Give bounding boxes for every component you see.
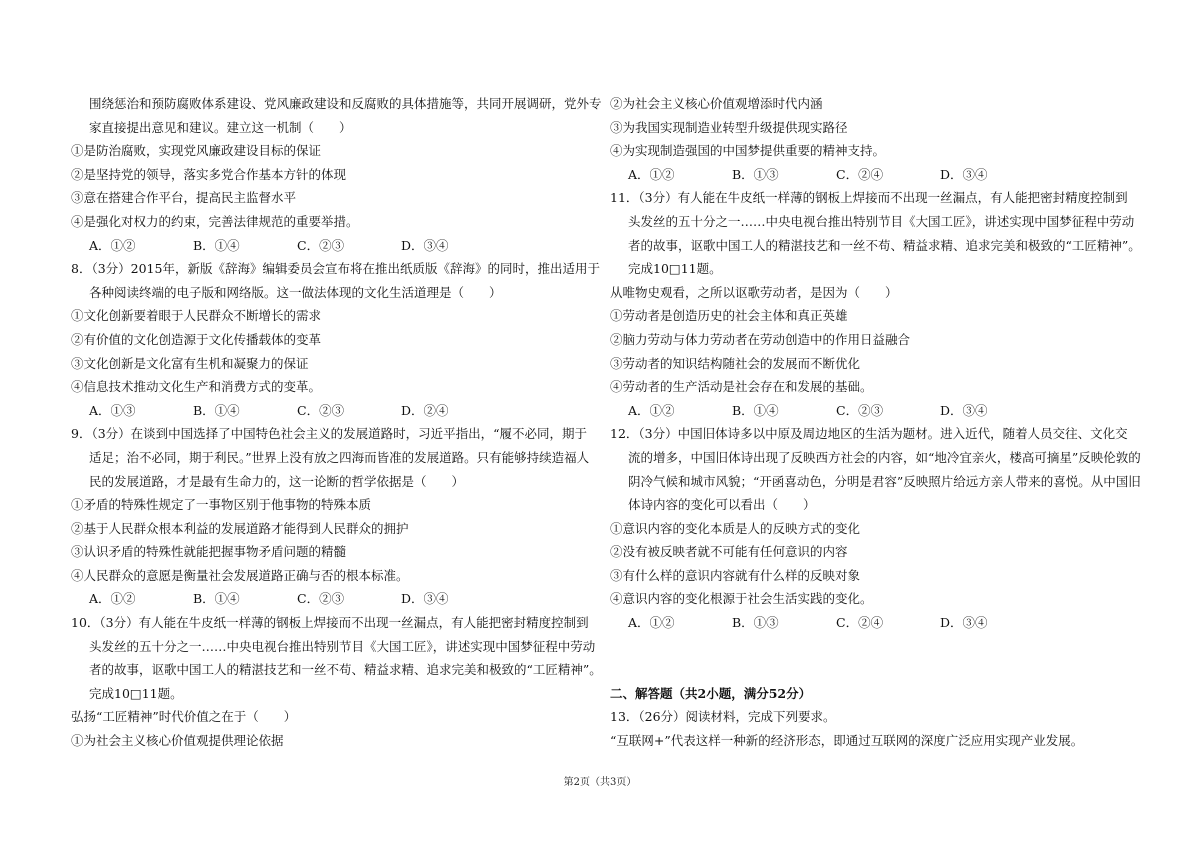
text-line: ④为实现制造强国的中国梦提供重要的精神支持。 bbox=[610, 143, 886, 159]
right-column bbox=[610, 92, 1140, 753]
text-line: 8．（3分）2015年，新版《辞海》编辑委员会宣布将在推出纸质版《辞海》的同时，推出适用于 bbox=[71, 261, 600, 277]
text-line: ④人民群众的意愿是衡量社会发展道路正确与否的根本标准。 bbox=[71, 567, 409, 583]
answer-choice: D．③④ bbox=[401, 591, 449, 607]
text-line: 完成10□11题。 bbox=[89, 685, 183, 701]
text-line: 从唯物史观看，之所以讴歌劳动者，是因为（ ） bbox=[610, 284, 898, 300]
answer-choice: D．③④ bbox=[940, 615, 988, 631]
answer-choice: A．①② bbox=[628, 166, 675, 182]
answer-choice: B．①④ bbox=[732, 402, 779, 418]
answer-choice: A．①② bbox=[628, 402, 675, 418]
text-line: 头发丝的五十分之一……中央电视台推出特别节目《大国工匠》，讲述实现中国梦征程中劳动 bbox=[628, 213, 1135, 229]
text-line: 12．（3分）中国旧体诗多以中原及周边地区的生活为题材。进入近代，随着人员交往、文化交 bbox=[610, 426, 1128, 442]
answer-choices bbox=[610, 611, 1140, 635]
text-line: ②有价值的文化创造源于文化传播载体的变革 bbox=[71, 331, 322, 347]
answer-choices bbox=[71, 399, 583, 423]
text-line: ④劳动者的生产活动是社会存在和发展的基础。 bbox=[610, 379, 873, 395]
text-line: 体诗内容的变化可以看出（ ） bbox=[628, 497, 816, 513]
text-line: 10．（3分）有人能在牛皮纸一样薄的钢板上焊接而不出现一丝漏点，有人能把密封精度控制到 bbox=[71, 615, 589, 631]
text-line: 阴冷气候和城市风貌；“开函喜动色，分明是君容”反映照片给远方亲人带来的喜悦。从中国旧 bbox=[628, 473, 1141, 489]
text-line: 13．（26分）阅读材料，完成下列要求。 bbox=[610, 709, 836, 725]
answer-choice: C．②④ bbox=[836, 166, 884, 182]
text-line: ③意在搭建合作平台，提高民主监督水平 bbox=[71, 190, 297, 206]
text-line: ③有什么样的意识内容就有什么样的反映对象 bbox=[610, 567, 861, 583]
text-line: ④是强化对权力的约束，完善法律规范的重要举措。 bbox=[71, 213, 359, 229]
answer-choice: B．①④ bbox=[193, 591, 240, 607]
answer-choice: C．②③ bbox=[297, 591, 345, 607]
answer-choice: B．①④ bbox=[193, 237, 240, 253]
text-line: ②是坚持党的领导，落实多党合作基本方针的体现 bbox=[71, 166, 347, 182]
text-line: ②基于人民群众根本利益的发展道路才能得到人民群众的拥护 bbox=[71, 520, 409, 536]
text-line: 流的增多，中国旧体诗出现了反映西方社会的内容，如“地冷宜亲火，楼高可摘星”反映伦敦的 bbox=[628, 449, 1141, 465]
answer-choice: A．①② bbox=[628, 615, 675, 631]
text-line: 各种阅读终端的电子版和网络版。这一做法体现的文化生活道理是（ ） bbox=[89, 284, 502, 300]
answer-choice: A．①② bbox=[89, 237, 136, 253]
answer-choice: B．①③ bbox=[732, 615, 779, 631]
answer-choice: C．②④ bbox=[836, 615, 884, 631]
text-line: ①为社会主义核心价值观提供理论依据 bbox=[71, 733, 284, 749]
page-footer: 第2页（共3页） bbox=[563, 777, 637, 788]
answer-choice: C．②③ bbox=[836, 402, 884, 418]
text-line: 11．（3分）有人能在牛皮纸一样薄的钢板上焊接而不出现一丝漏点，有人能把密封精度控制到 bbox=[610, 190, 1128, 206]
text-line: ①劳动者是创造历史的社会主体和真正英雄 bbox=[610, 308, 848, 324]
text-line: 围绕惩治和预防腐败体系建设、党风廉政建设和反腐败的具体措施等，共同开展调研，党外专 bbox=[89, 96, 602, 111]
answer-choices bbox=[71, 234, 583, 258]
blank-line bbox=[610, 658, 1140, 682]
text-line: 者的故事，讴歌中国工人的精湛技艺和一丝不苟、精益求精、追求完美和极致的“工匠精神”。 bbox=[89, 662, 602, 678]
text-line: ④意识内容的变化根源于社会生活实践的变化。 bbox=[610, 591, 873, 607]
text-line: 弘扬“工匠精神”时代价值之在于（ ） bbox=[71, 709, 297, 725]
text-line: 民的发展道路，才是最有生命力的，这一论断的哲学依据是（ ） bbox=[89, 473, 465, 489]
text-line: ④信息技术推动文化生产和消费方式的变革。 bbox=[71, 379, 322, 395]
section-heading: 二、解答题（共2小题，满分52分） bbox=[610, 685, 812, 701]
text-line: 完成10□11题。 bbox=[628, 261, 722, 277]
answer-choice: D．③④ bbox=[401, 237, 449, 253]
text-line: ③为我国实现制造业转型升级提供现实路径 bbox=[610, 119, 848, 135]
text-line: ②没有被反映者就不可能有任何意识的内容 bbox=[610, 544, 848, 560]
answer-choices bbox=[610, 163, 1140, 187]
text-line: 家直接提出意见和建议。建立这一机制（ ） bbox=[89, 119, 352, 135]
text-line: 者的故事，讴歌中国工人的精湛技艺和一丝不苟、精益求精、追求完美和极致的“工匠精神”。 bbox=[628, 237, 1141, 253]
answer-choice: D．③④ bbox=[940, 166, 988, 182]
answer-choice: A．①③ bbox=[89, 402, 136, 418]
answer-choice: D．②④ bbox=[401, 402, 449, 418]
text-line: ①意识内容的变化本质是人的反映方式的变化 bbox=[610, 520, 861, 536]
text-line: ②脑力劳动与体力劳动者在劳动创造中的作用日益融合 bbox=[610, 331, 911, 347]
text-line: ①是防治腐败，实现党风廉政建设目标的保证 bbox=[71, 143, 322, 159]
text-line: ①文化创新要着眼于人民群众不断增长的需求 bbox=[71, 308, 322, 324]
text-line: 适足；治不必同，期于利民。”世界上没有放之四海而皆准的发展道路。只有能够持续造福人 bbox=[89, 449, 590, 465]
text-line: ③文化创新是文化富有生机和凝聚力的保证 bbox=[71, 355, 309, 371]
answer-choices bbox=[71, 587, 583, 611]
answer-choice: C．②③ bbox=[297, 237, 345, 253]
text-line: 头发丝的五十分之一……中央电视台推出特别节目《大国工匠》，讲述实现中国梦征程中劳动 bbox=[89, 638, 596, 654]
text-line: ①矛盾的特殊性规定了一事物区别于他事物的特殊本质 bbox=[71, 497, 372, 513]
text-line: ③认识矛盾的特殊性就能把握事物矛盾问题的精髓 bbox=[71, 544, 347, 560]
text-line: “互联网+”代表这样一种新的经济形态，即通过互联网的深度广泛应用实现产业发展。 bbox=[610, 733, 1084, 749]
text-line: ③劳动者的知识结构随社会的发展而不断优化 bbox=[610, 355, 861, 371]
blank-line bbox=[610, 635, 1140, 659]
answer-choice: D．③④ bbox=[940, 402, 988, 418]
left-column bbox=[71, 92, 602, 753]
answer-choice: B．①③ bbox=[732, 166, 779, 182]
answer-choice: C．②③ bbox=[297, 402, 345, 418]
text-line: ②为社会主义核心价值观增添时代内涵 bbox=[610, 96, 823, 111]
answer-choice: B．①④ bbox=[193, 402, 240, 418]
text-line: 9．（3分）在谈到中国选择了中国特色社会主义的发展道路时，习近平指出，“履不必同，期于 bbox=[71, 426, 588, 442]
answer-choices bbox=[610, 399, 1140, 423]
answer-choice: A．①② bbox=[89, 591, 136, 607]
